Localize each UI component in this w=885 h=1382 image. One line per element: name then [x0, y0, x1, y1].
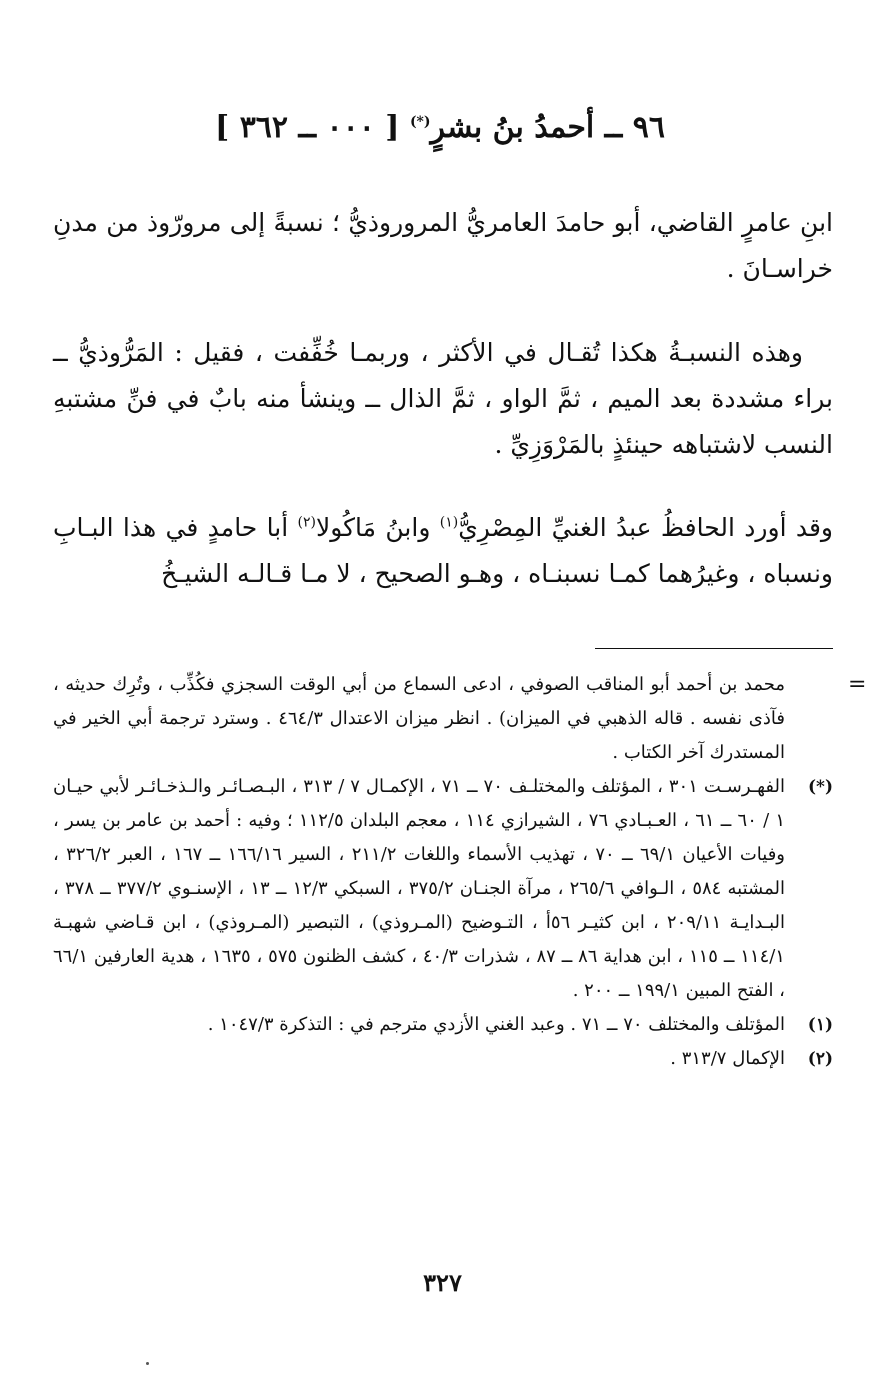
paragraph-text: وهذه النسبـةُ هكذا تُقـال في الأكثر ، وربمـا خُفِّفت ، فقيل : المَرُّوذيُّ ــ براء مشددة بعد الميم ، ثمَّ الواو ، ثمَّ الذال ــ وينشأ منه بابٌ في فنِّ مشتبهِ النسب لاشتباهه حينئذٍ بالمَرْوَزِيِّ . — [53, 338, 833, 459]
footnote-text: محمد بن أحمد أبو المناقب الصوفي ، ادعى السماع من أبي الوقت السجزي فكُذِّب ، وتُرِك حديثه ، فآذى نفسه . قاله الذهبي في الميزان) . انظر ميزان الاعتدال ٤٦٤/٣ . وسترد ترجمة أبي الخير في المستدرك آخر الكتاب . — [53, 674, 785, 763]
paragraph-3 — [53, 505, 833, 597]
footnotes — [53, 668, 833, 1076]
footnote-continuation-marker: = — [848, 672, 867, 697]
footnote-mark: (٢) — [807, 1049, 833, 1069]
paragraph-text: وقد أورد الحافظُ عبدُ الغنيِّ المِصْرِيُّ — [458, 513, 834, 542]
footnote-ref-1: (١) — [439, 514, 459, 531]
entry-title — [200, 110, 680, 145]
footnote-star — [53, 770, 833, 1008]
footnote-mark: (١) — [807, 1015, 833, 1035]
paragraph-2 — [53, 330, 833, 468]
entry-title-name: ٩٦ ــ أحمدُ بنُ بشرٍ — [430, 110, 665, 145]
footnote-text: المؤتلف والمختلف ٧٠ ــ ٧١ . وعبد الغني الأزدي مترجم في : التذكرة ١٠٤٧/٣ . — [207, 1014, 785, 1035]
paragraph-1 — [53, 200, 833, 292]
footnote-mark: (*) — [808, 777, 833, 797]
footnote-text: الإكمال ٣١٣/٧ . — [670, 1048, 785, 1069]
paragraph-text: أبا حامدٍ في هذا البـابِ ونسباه ، وغيرُهما كمـا نسبنـاه ، وهـو الصحيح ، لا مـا قـالـه الشيـخُ — [53, 513, 833, 588]
page-number: ٣٢٧ — [423, 1268, 462, 1297]
entry-title-note-mark: (*) — [409, 114, 431, 130]
paragraph-text: وابنُ مَاكُولا — [315, 513, 440, 542]
footnote-ref-2: (٢) — [297, 514, 316, 531]
footnote-1 — [53, 1008, 833, 1042]
footnote-text: الفهـرسـت ٣٠١ ، المؤتلف والمختلـف ٧٠ ــ ٧١ ، الإكمـال ٧ / ٣١٣ ، البـصـائـر والـذخـائـر لأبي حيـان ١ / ٦٠ ــ ٦١ ، العـبـادي ٧٦ ، الشيرازي ١١٤ ، معجم البلدان ١١٢/٥ ؛ وفيه : أحمد بن عامر بن يسر ، وفيات الأعيان ٦٩/١ ــ ٧٠ ، تهذيب الأسماء واللغات ٢١١/٢ ، السير ١٦٦/١٦ ــ ١٦٧ ، العبر ٣٢٦/٢ ، المشتبه ٥٨٤ ، الـوافي ٢٦٥/٦ ، مرآة الجنـان ٣٧٥/٢ ، السبكي ١٢/٣ ــ ١٣ ، الإسنـوي ٣٧٧/٢ ــ ٣٧٨ ، البـدايـة ٢٠٩/١١ ، ابن كثيـر ٥٦أ ، التـوضيح (المـروذي) ، التبصير (المـروذي) ، ابن قـاضي شهبـة ١١٤/١ ــ ١١٥ ، ابن هداية ٨٦ ــ ٨٧ ، شذرات ٤٠/٣ ، كشف الظنون ٥٧٥ ، ١٦٣٥ ، هدية العارفين ٦٦/١ ، الفتح المبين ١٩٩/١ ــ ٢٠٠ . — [53, 776, 786, 1001]
scan-speck — [146, 1362, 149, 1365]
entry-title-dates: [ ٠٠٠ ــ ٣٦٢ ] — [215, 110, 400, 145]
paragraph-text: ابنِ عامرٍ القاضي، أبو حامدَ العامريُّ المروروذيُّ ؛ نسبةً إلى مرورّوذ من مدنِ خراسـانَ . — [53, 208, 833, 283]
footnote-separator — [595, 648, 833, 649]
footnote-2 — [53, 1042, 833, 1076]
footnote-continuation — [53, 668, 833, 770]
